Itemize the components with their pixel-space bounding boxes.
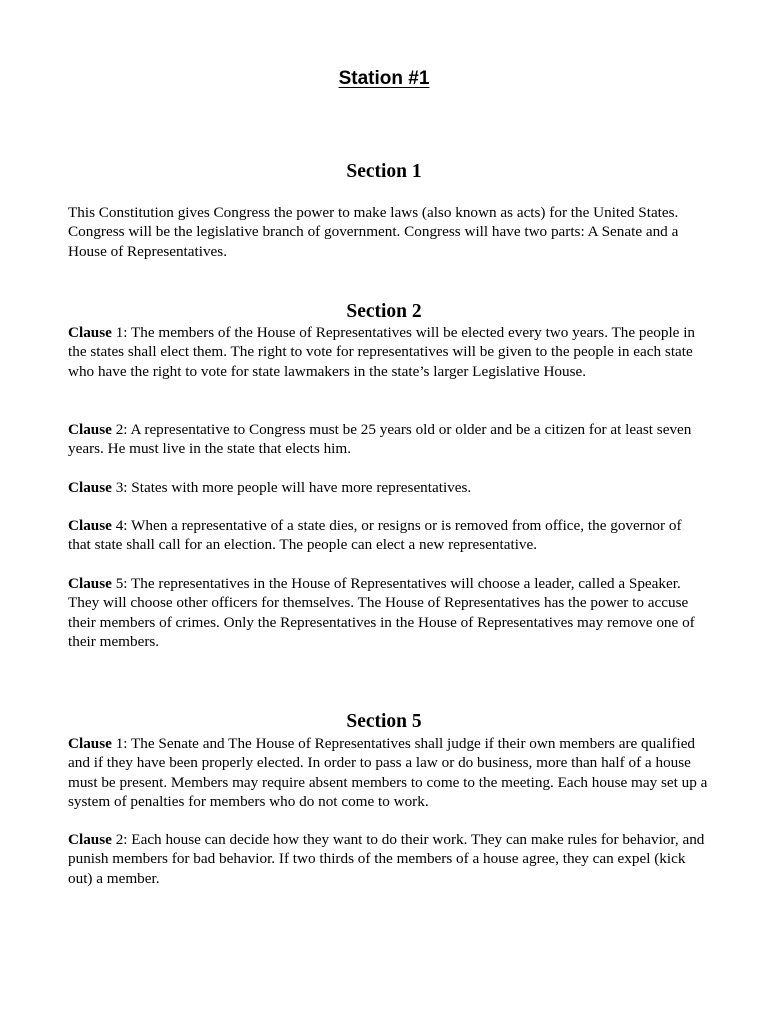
clause-label: Clause	[68, 479, 112, 496]
section-2-clause-2	[68, 420, 708, 459]
station-title: Station #1	[338, 68, 430, 89]
clause-text: 1: The Senate and The House of Representatives shall judge if their own members are qualified and if they have been properly elected. In order to pass a law or do business, more than half of a house must be present. Members may require absent members to come to the meeting. Each house may set up a system of penalties for members who do not come to work.	[68, 735, 708, 811]
clause-label: Clause	[68, 517, 112, 534]
clause-label: Clause	[68, 735, 112, 752]
clause-text: 3: States with more people will have more representatives.	[111, 479, 472, 496]
section-5-clause-2	[68, 830, 708, 888]
section-2-clause-4	[68, 516, 708, 555]
section-1-heading: Section 1	[346, 161, 422, 182]
clause-text: 2: Each house can decide how they want to do their work. They can make rules for behavior, and punish members for bad behavior. If two thirds of the members of a house agree, they can expel (kick out) a member.	[68, 831, 705, 887]
section-1-paragraph: This Constitution gives Congress the power to make laws (also known as acts) for the United States. Congress will be the legislative branch of government. Congress will have two parts: A Senate and a House of Representatives.	[68, 204, 679, 260]
clause-text: 1: The members of the House of Representatives will be elected every two years. The people in the states shall elect them. The right to vote for representatives will be given to the people in each state who have the right to vote for state lawmakers in the state’s larger Legislative House.	[68, 324, 696, 380]
clause-text: 5: The representatives in the House of Representatives will choose a leader, called a Speaker. They will choose other officers for themselves. The House of Representatives has the power to accuse their members of crimes. Only the Representatives in the House of Representatives may remove one of their members.	[68, 575, 695, 651]
section-2-clause-5	[68, 574, 708, 652]
clause-label: Clause	[68, 831, 112, 848]
clause-text: 2: A representative to Congress must be 25 years old or older and be a citizen for at least seven years. He must live in the state that elects him.	[68, 421, 692, 458]
clause-label: Clause	[68, 421, 112, 438]
section-2-heading: Section 2	[346, 301, 422, 322]
section-5-heading: Section 5	[346, 711, 422, 732]
section-2-clause-3	[68, 478, 708, 497]
section-5-clause-1	[68, 734, 708, 812]
clause-label: Clause	[68, 324, 112, 341]
section-2-clause-1	[68, 323, 708, 381]
clause-text: 4: When a representative of a state dies, or resigns or is removed from office, the governor of that state shall call for an election. The people can elect a new representative.	[68, 517, 682, 554]
clause-label: Clause	[68, 575, 112, 592]
